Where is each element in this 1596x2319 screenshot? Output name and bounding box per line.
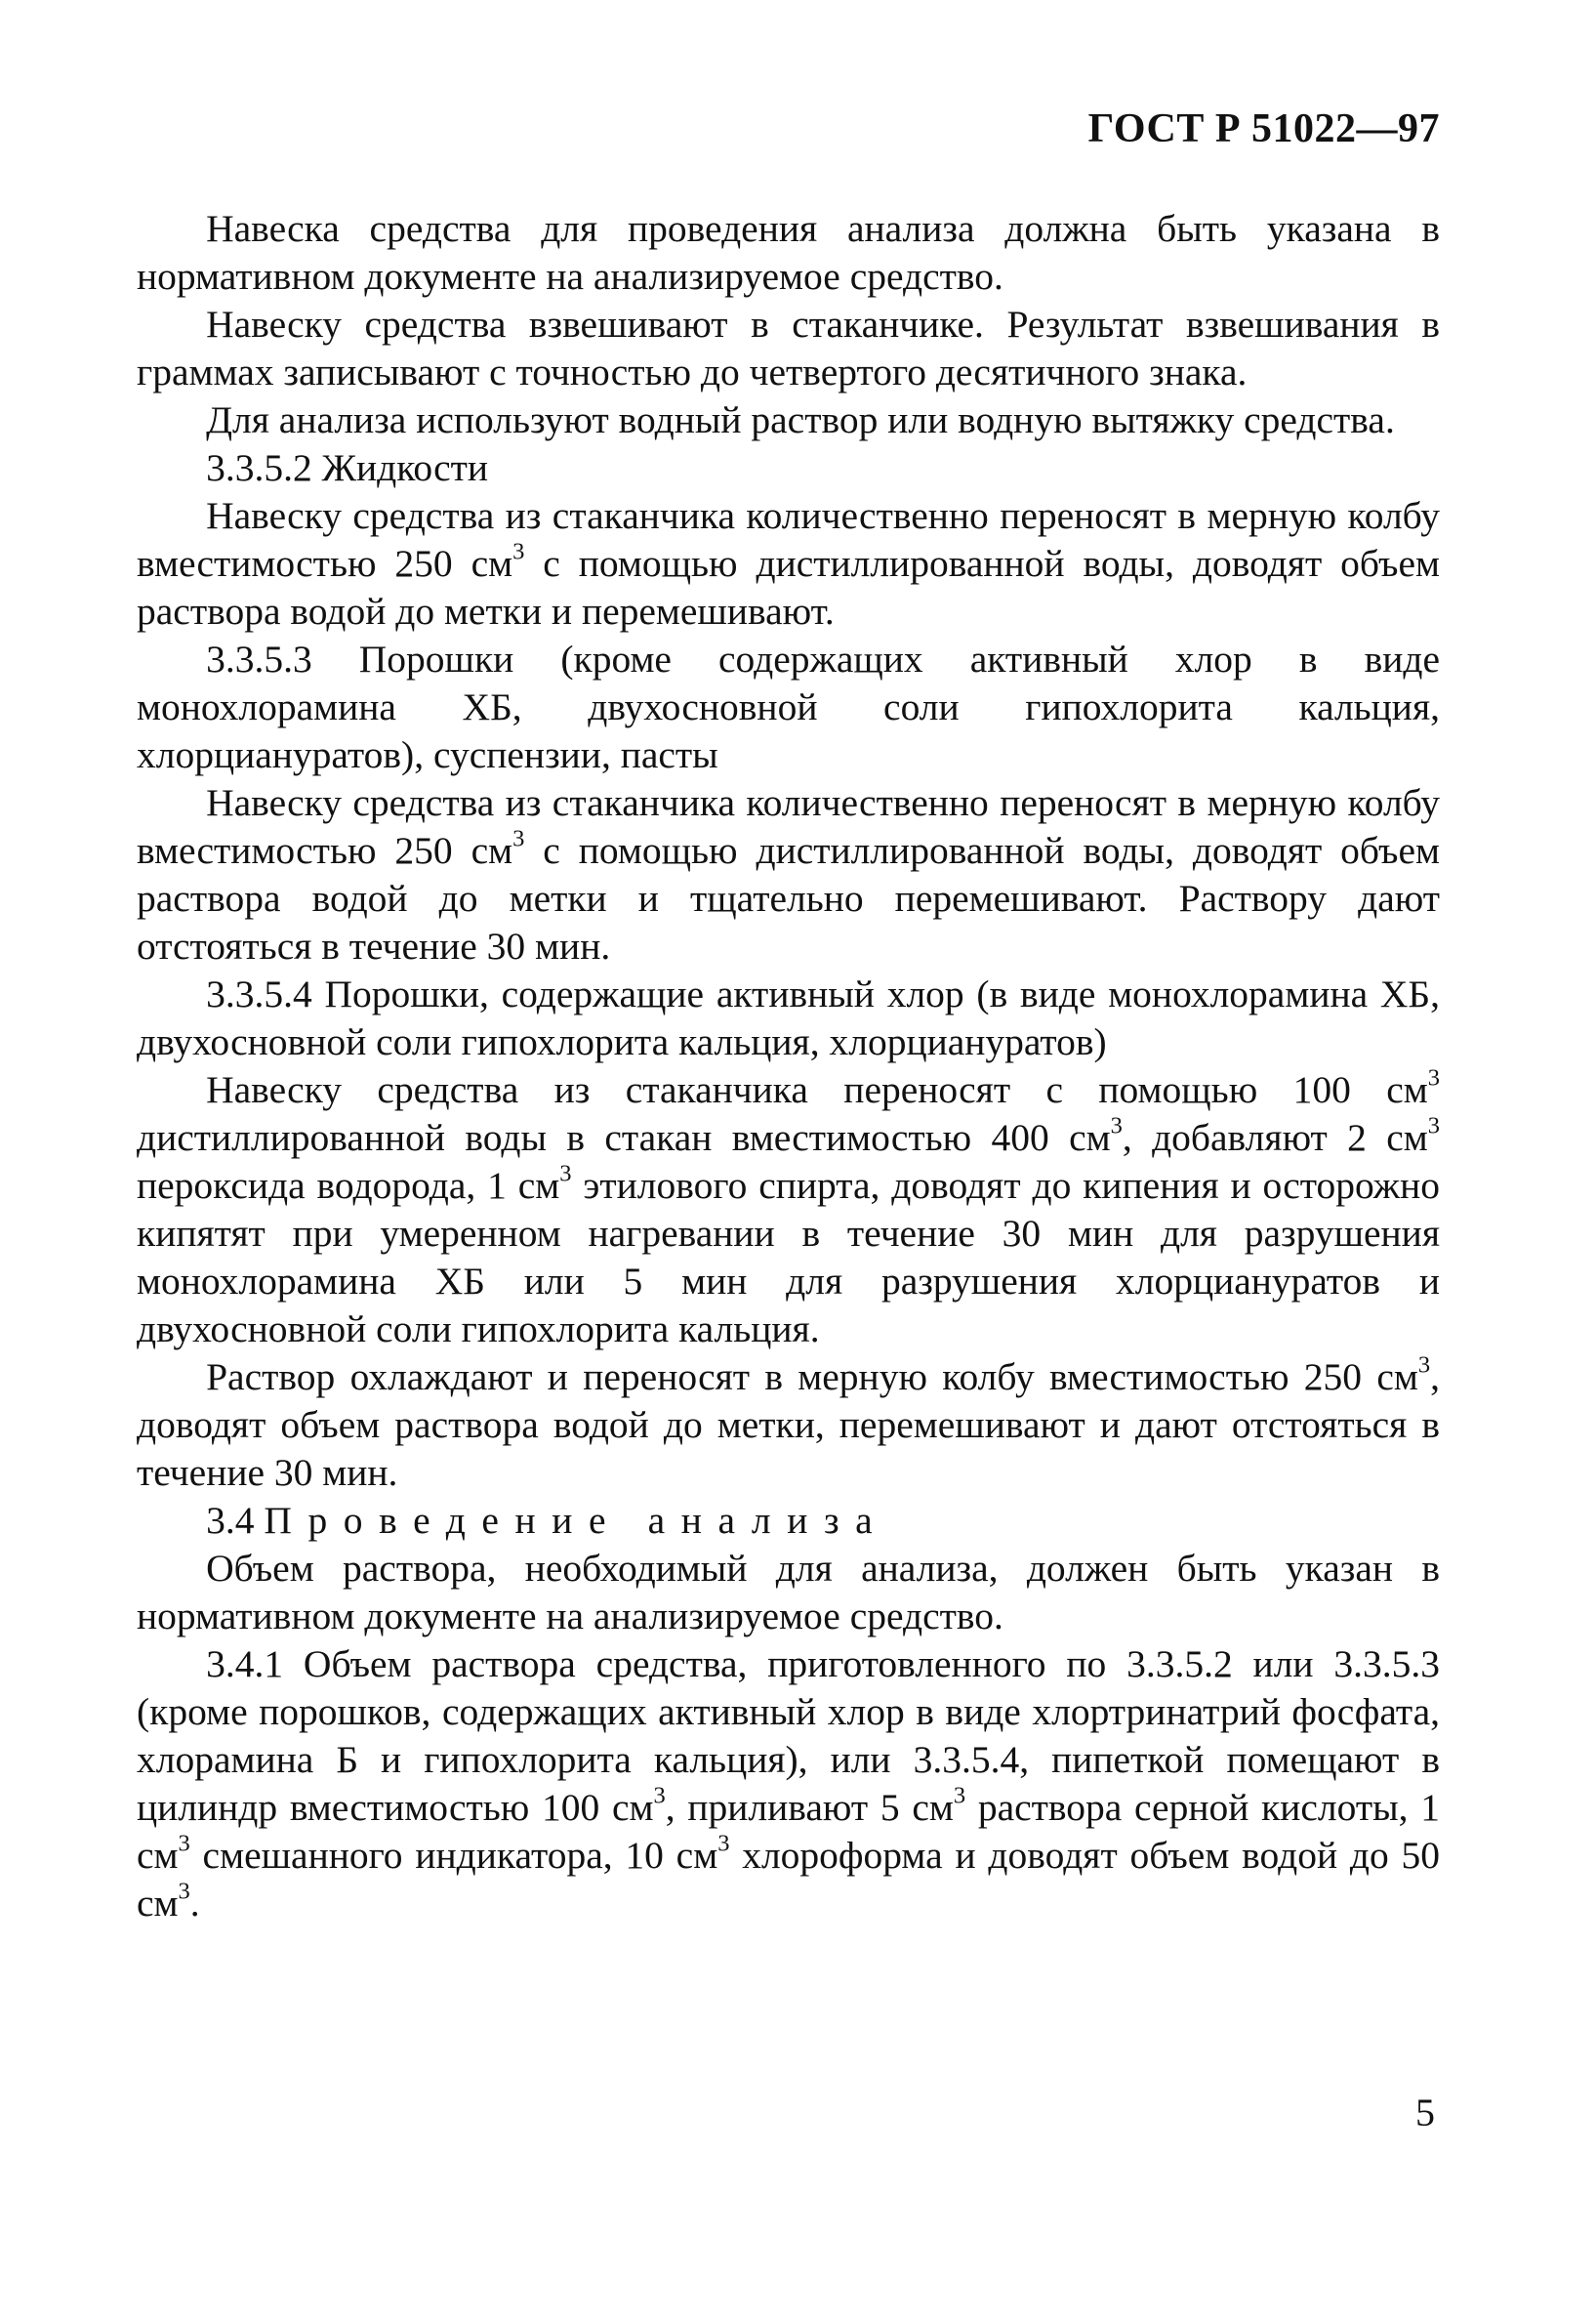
text-run: 3.4.1 Объем раствора средства, приготовленного по 3.3.5.2 или 3.3.5.3 (кроме порошков, содержащих активный хлор в виде хлортринатрий фосфата, хлорамина Б и гипохлорита кальция), или 3.3.5.4, пипеткой помещают в цилиндр вместимостью 100 см: [137, 1642, 1440, 1829]
text-run: , доводят объем раствора водой до метки, перемешивают и дают отстояться в течение 30 мин.: [137, 1355, 1440, 1494]
text-run: хлороформа и доводят объем водой до 50 см: [137, 1834, 1440, 1925]
superscript: 3: [1417, 1351, 1431, 1379]
document-body: [137, 205, 1440, 1927]
page-number: 5: [1415, 2091, 1435, 2134]
text-run: раствора серной кислоты, 1 см: [137, 1786, 1441, 1877]
superscript: 3: [953, 1782, 966, 1809]
text-run: смешанного индикатора, 10 см: [189, 1834, 718, 1877]
text-run: Навеску средства из стаканчика переносят с помощью 100 см: [206, 1068, 1428, 1111]
text-run: , добавляют 2 см: [1122, 1116, 1428, 1159]
paragraph: Для анализа используют водный раствор или водную вытяжку средства.: [206, 398, 1395, 441]
paragraph: [137, 1640, 1440, 1927]
paragraph: Навеска средства для проведения анализа должна быть указана в нормативном документе на анализируемое средство.: [137, 207, 1440, 298]
section-heading-3-3-5-2: 3.3.5.2 Жидкости: [206, 446, 489, 489]
text-run: Раствор охлаждают и переносят в мерную колбу вместимостью 250 см: [206, 1355, 1418, 1398]
paragraph: Объем раствора, необходимый для анализа, должен быть указан в нормативном документе на анализируемое средство.: [137, 1547, 1440, 1637]
text-run: Навеску средства из стаканчика количественно переносят в мерную колбу вместимостью 250 см: [137, 494, 1440, 585]
section-heading-3-4: [137, 1497, 1440, 1545]
paragraph: [137, 1353, 1440, 1497]
superscript: 3: [1427, 1112, 1440, 1139]
section-heading-3-3-5-4: 3.3.5.4 Порошки, содержащие активный хлор (в виде монохлорамина ХБ, двухосновной соли гипохлорита кальция, хлорциануратов): [137, 973, 1440, 1063]
paragraph: [137, 1066, 1440, 1353]
text-run: с помощью дистиллированной воды, доводят объем раствора водой до метки и тщательно перемешивают. Раствору дают отстояться в течение 30 мин.: [137, 829, 1440, 968]
section-number: 3.4: [206, 1499, 255, 1542]
superscript: 3: [512, 825, 525, 852]
section-heading-3-3-5-3: 3.3.5.3 Порошки (кроме содержащих активный хлор в виде монохлорамина ХБ, двухосновной соли гипохлорита кальция, хлорциануратов), суспензии, пасты: [137, 638, 1440, 776]
superscript: 3: [178, 1878, 190, 1905]
superscript: 3: [653, 1782, 666, 1809]
text-run: Навеску средства из стаканчика количественно переносят в мерную колбу вместимостью 250 см: [137, 781, 1440, 872]
superscript: 3: [1427, 1064, 1440, 1092]
text-run: этилового спирта, доводят до кипения и осторожно кипятят при умеренном нагревании в течение 30 мин для разрушения монохлорамина ХБ или 5 мин для разрушения хлорциануратов и двухосновной соли гипохлорита кальция.: [137, 1164, 1440, 1350]
text-run: пероксида водорода, 1 см: [137, 1164, 560, 1207]
superscript: 3: [559, 1160, 572, 1187]
superscript: 3: [1110, 1112, 1123, 1139]
paragraph: [137, 779, 1440, 971]
superscript: 3: [178, 1830, 190, 1857]
section-title-spaced: Проведение анализа: [264, 1499, 889, 1542]
paragraph: [137, 492, 1440, 636]
text-run: , приливают 5 см: [665, 1786, 954, 1829]
text-run: дистиллированной воды в стакан вместимостью 400 см: [137, 1116, 1111, 1159]
superscript: 3: [717, 1830, 730, 1857]
text-run: .: [189, 1882, 200, 1925]
paragraph: Навеску средства взвешивают в стаканчике. Результат взвешивания в граммах записывают с точностью до четвертого десятичного знака.: [137, 303, 1440, 393]
text-run: с помощью дистиллированной воды, доводят объем раствора водой до метки и перемешивают.: [137, 542, 1440, 633]
standard-number-header: ГОСТ Р 51022—97: [1087, 106, 1440, 151]
superscript: 3: [512, 538, 525, 565]
